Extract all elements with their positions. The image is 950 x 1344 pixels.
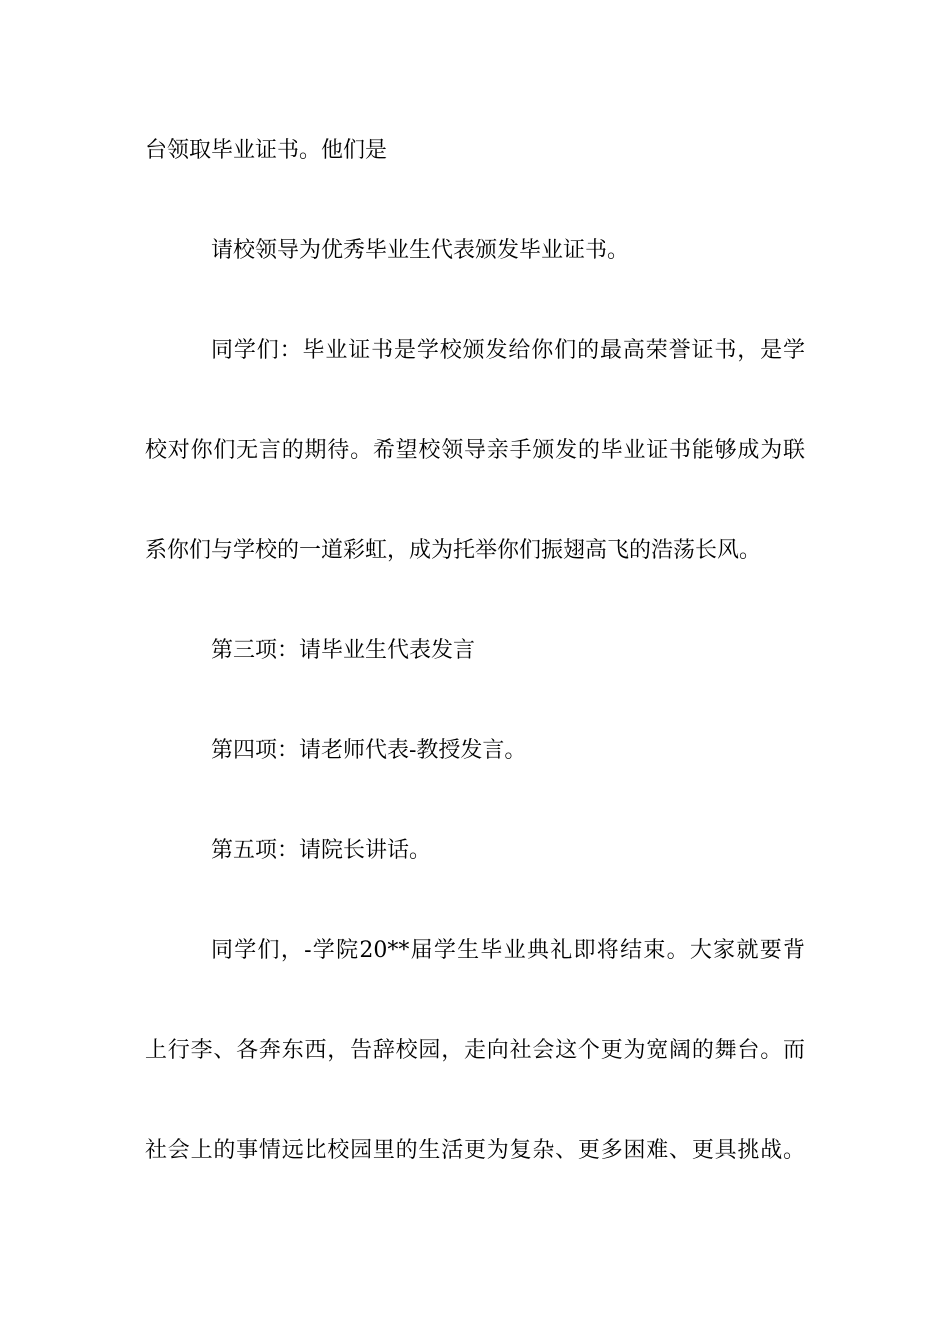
text-line: 社会上的事情远比校园里的生活更为复杂、更多困难、更具挑战。 — [145, 1138, 805, 1163]
text-line: 台领取毕业证书。他们是 — [145, 138, 388, 163]
text-line: 同学们，-学院20**届学生毕业典礼即将结束。大家就要背 — [211, 938, 805, 963]
text-line: 第三项：请毕业生代表发言 — [211, 638, 476, 663]
text-line: 系你们与学校的一道彩虹，成为托举你们振翅高飞的浩荡长风。 — [145, 538, 762, 563]
text-line: 校对你们无言的期待。希望校领导亲手颁发的毕业证书能够成为联 — [145, 438, 805, 463]
text-line: 同学们：毕业证书是学校颁发给你们的最高荣誉证书，是学 — [211, 338, 805, 363]
text-line: 第四项：请老师代表-教授发言。 — [211, 738, 527, 763]
text-line: 第五项：请院长讲话。 — [211, 838, 432, 863]
text-line: 请校领导为优秀毕业生代表颁发毕业证书。 — [211, 238, 630, 263]
text-line: 上行李、各奔东西，告辞校园，走向社会这个更为宽阔的舞台。而 — [145, 1038, 805, 1063]
